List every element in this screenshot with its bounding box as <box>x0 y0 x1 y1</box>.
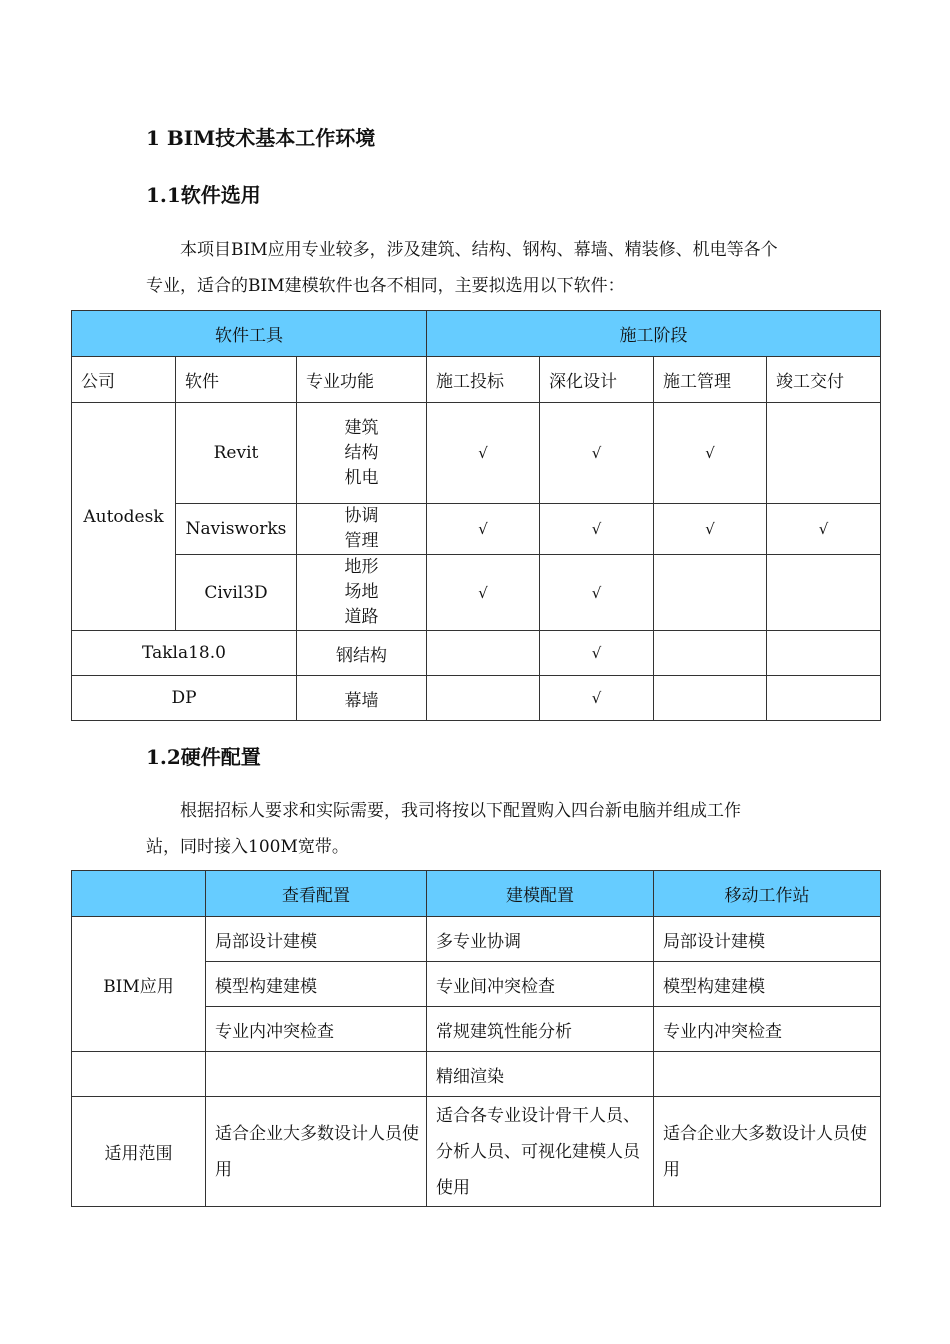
section-title-1-1: 1.1软件选用 <box>146 183 261 207</box>
software-function: 地形 场地 道路 <box>297 555 427 631</box>
software-intro-paragraph <box>146 232 836 304</box>
model-item: 常规建筑性能分析 <box>427 1007 654 1052</box>
table-row <box>72 917 881 962</box>
software-name: Navisworks <box>176 504 297 555</box>
check-mark: √ <box>540 555 654 631</box>
check-mark: √ <box>654 504 767 555</box>
mobile-item: 模型构建建模 <box>654 962 881 1007</box>
table-row <box>72 1052 881 1097</box>
col-function: 专业功能 <box>297 357 427 403</box>
check-mark: √ <box>767 504 881 555</box>
col-bidding: 施工投标 <box>427 357 540 403</box>
software-name: Revit <box>176 403 297 504</box>
scope-mobile: 适合企业大多数设计人员使用 <box>654 1097 881 1207</box>
check-mark: √ <box>654 403 767 504</box>
col-design: 深化设计 <box>540 357 654 403</box>
software-table <box>71 310 881 721</box>
table-row <box>72 1097 881 1207</box>
col-software: 软件 <box>176 357 297 403</box>
header-construction-phases: 施工阶段 <box>427 311 881 357</box>
check-mark: √ <box>540 403 654 504</box>
mobile-item: 专业内冲突检查 <box>654 1007 881 1052</box>
software-function: 幕墙 <box>297 676 427 721</box>
col-management: 施工管理 <box>654 357 767 403</box>
hardware-table <box>71 870 881 1207</box>
scope-view: 适合企业大多数设计人员使用 <box>206 1097 427 1207</box>
mobile-item: 局部设计建模 <box>654 917 881 962</box>
check-mark: √ <box>427 403 540 504</box>
model-item: 多专业协调 <box>427 917 654 962</box>
table-row <box>72 676 881 721</box>
hardware-intro-line-1: 根据招标人要求和实际需要，我司将按以下配置购入四台新电脑并组成工作 <box>180 801 741 821</box>
col-view-config: 查看配置 <box>206 871 427 917</box>
check-mark: √ <box>427 555 540 631</box>
scope-label: 适用范围 <box>72 1097 206 1207</box>
view-item: 局部设计建模 <box>206 917 427 962</box>
bim-application-label: BIM应用 <box>72 917 206 1052</box>
software-name: DP <box>72 676 297 721</box>
software-intro-line-1: 本项目BIM应用专业较多，涉及建筑、结构、钢构、幕墙、精装修、机电等各个 <box>180 240 778 260</box>
col-mobile-workstation: 移动工作站 <box>654 871 881 917</box>
table-row <box>72 504 881 555</box>
hardware-intro-line-2: 站，同时接入100M宽带。 <box>146 837 349 857</box>
header-software-tools: 软件工具 <box>72 311 427 357</box>
company-autodesk: Autodesk <box>72 403 176 631</box>
software-function: 协调 管理 <box>297 504 427 555</box>
view-item: 专业内冲突检查 <box>206 1007 427 1052</box>
software-name: Takla18.0 <box>72 631 297 676</box>
scope-model: 适合各专业设计骨干人员、分析人员、可视化建模人员使用 <box>427 1097 654 1207</box>
table-row <box>72 403 881 504</box>
software-name: Civil3D <box>176 555 297 631</box>
software-intro-line-2: 专业，适合的BIM建模软件也各不相同，主要拟选用以下软件： <box>146 276 625 296</box>
table-row <box>72 555 881 631</box>
check-mark: √ <box>427 504 540 555</box>
section-title-1-2: 1.2硬件配置 <box>146 745 261 769</box>
col-model-config: 建模配置 <box>427 871 654 917</box>
view-item: 模型构建建模 <box>206 962 427 1007</box>
col-handover: 竣工交付 <box>767 357 881 403</box>
software-function: 建筑 结构 机电 <box>297 403 427 504</box>
software-function: 钢结构 <box>297 631 427 676</box>
model-item: 专业间冲突检查 <box>427 962 654 1007</box>
hardware-intro-paragraph <box>146 793 836 865</box>
check-mark: √ <box>540 631 654 676</box>
model-item: 精细渲染 <box>427 1052 654 1097</box>
table-row <box>72 631 881 676</box>
section-title-1: 1 BIM技术基本工作环境 <box>146 126 376 150</box>
col-company: 公司 <box>72 357 176 403</box>
check-mark: √ <box>540 504 654 555</box>
check-mark: √ <box>540 676 654 721</box>
